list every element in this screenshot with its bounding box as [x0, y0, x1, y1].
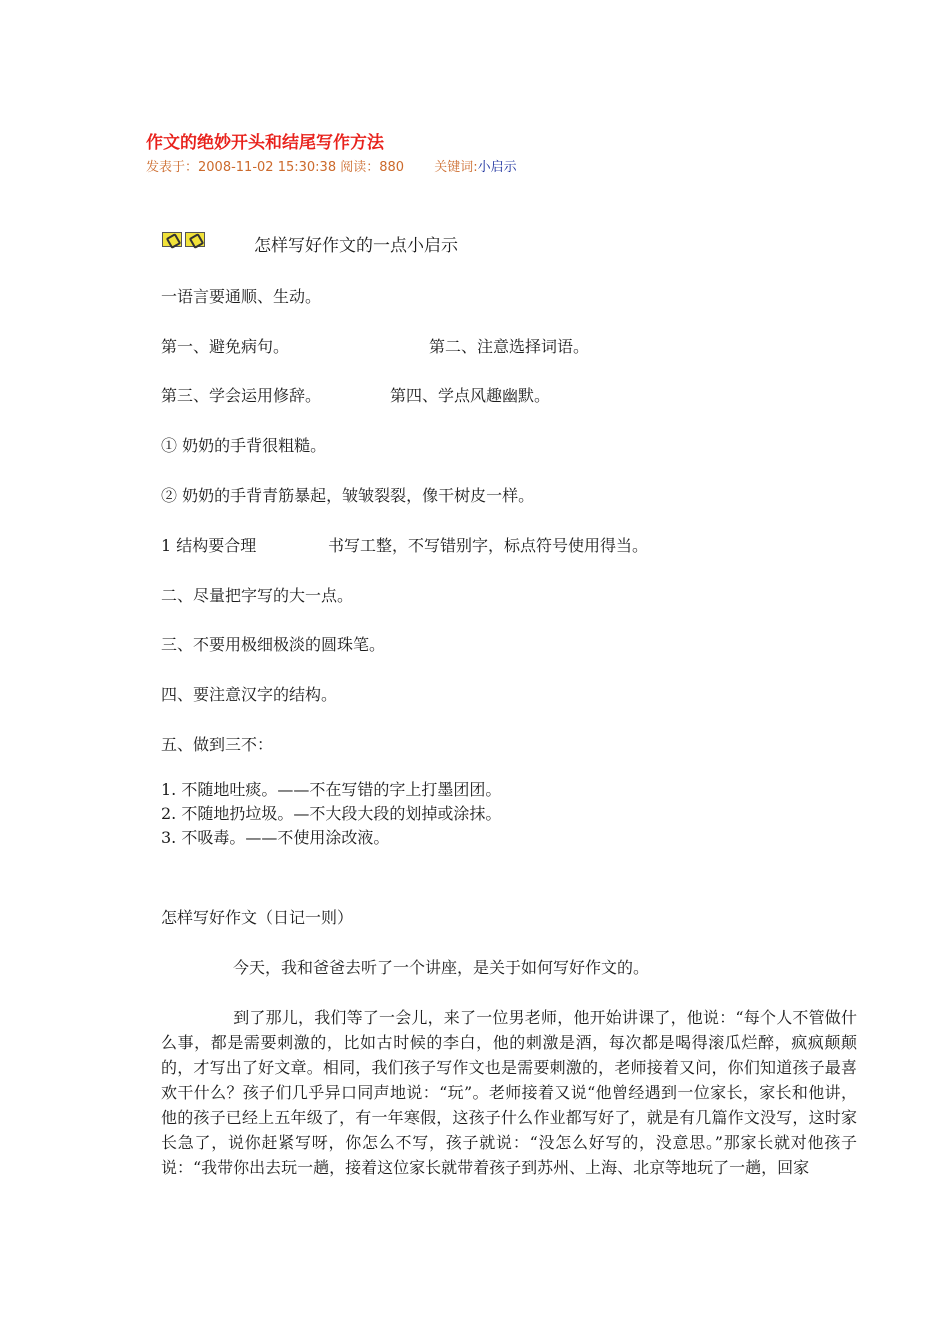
diary-paragraph-1-text: 今天，我和爸爸去听了一个讲座，是关于如何写好作文的。	[233, 958, 650, 977]
posted-label: 发表于：	[146, 160, 199, 175]
line-6b: 书写工整，不写错别字，标点符号使用得当。	[328, 536, 649, 555]
line-2b: 第二、注意选择词语。	[429, 337, 590, 356]
line-4: ① 奶奶的手背很粗糙。	[161, 436, 327, 455]
line-3b: 第四、学点风趣幽默。	[390, 386, 551, 405]
diary-paragraph-2-text: 到了那儿，我们等了一会儿，来了一位男老师，他开始讲课了，他说：“每个人不管做什么事，都是需要刺激的，比如古时候的李白，他的刺激是酒，每次都是喝得滚瓜烂醉，疯疯颠颠的，才写出了好文章。相同，我们孩子写作文也是需要刺激的，老师接着又问，你们知道孩子最喜欢干什么？孩子们几乎异口同声地说：“玩”。老师接着又说“他曾经遇到一位家长，家长和他讲，他的孩子已经上五年级了，有一年寒假，这孩子什么作业都写好了，就是有几篇作文没写，这时家长急了，说你赶紧写呀，你怎么不写，孩子就说：“没怎么好写的，没意思。”那家长就对他孩子说：“我带你出去玩一趟，接着这位家长就带着孩子到苏州、上海、北京等地玩了一趟，回家	[161, 1008, 857, 1177]
line-7: 二、尽量把字写的大一点。	[161, 586, 354, 605]
read-count: 880	[379, 160, 405, 175]
section-subhead: 怎样写好作文的一点小启示	[254, 236, 458, 256]
line-10: 五、做到三不：	[161, 735, 274, 754]
posted-at: 2008-11-02 15:30:38	[198, 160, 337, 175]
pencil-note-icon	[162, 232, 182, 247]
pencil-note-icon	[185, 232, 205, 247]
rule-list	[161, 778, 861, 850]
line-6a: 1 结构要合理	[161, 536, 257, 555]
line-6	[161, 533, 861, 556]
line-5: ② 奶奶的手背青筋暴起，皱皱裂裂，像干树皮一样。	[161, 486, 535, 505]
header-icons	[162, 232, 205, 247]
article-title[interactable]: 作文的绝妙开头和结尾写作方法	[146, 133, 384, 153]
keyword-label: 关键词:	[434, 160, 478, 175]
keyword-link[interactable]: 小启示	[477, 160, 517, 175]
reads-label: 阅读：	[340, 160, 380, 175]
line-9: 四、要注意汉字的结构。	[161, 685, 338, 704]
rule-item-1: 1. 不随地吐痰。——不在写错的字上打墨团团。	[161, 780, 502, 799]
line-8: 三、不要用极细极淡的圆珠笔。	[161, 635, 386, 654]
line-1: 一语言要通顺、生动。	[161, 287, 322, 306]
article-meta	[146, 156, 517, 175]
diary-title: 怎样写好作文（日记一则）	[161, 908, 354, 927]
rule-item-2: 2. 不随地扔垃圾。—不大段大段的划掉或涂抹。	[161, 804, 502, 823]
line-2	[161, 334, 861, 357]
line-2a: 第一、避免病句。	[161, 337, 290, 356]
line-3a: 第三、学会运用修辞。	[161, 386, 322, 405]
rule-item-3: 3. 不吸毒。——不使用涂改液。	[161, 828, 390, 847]
line-3	[161, 383, 861, 406]
diary-paragraph-2	[161, 1005, 857, 1180]
diary-paragraph-1	[161, 955, 857, 980]
